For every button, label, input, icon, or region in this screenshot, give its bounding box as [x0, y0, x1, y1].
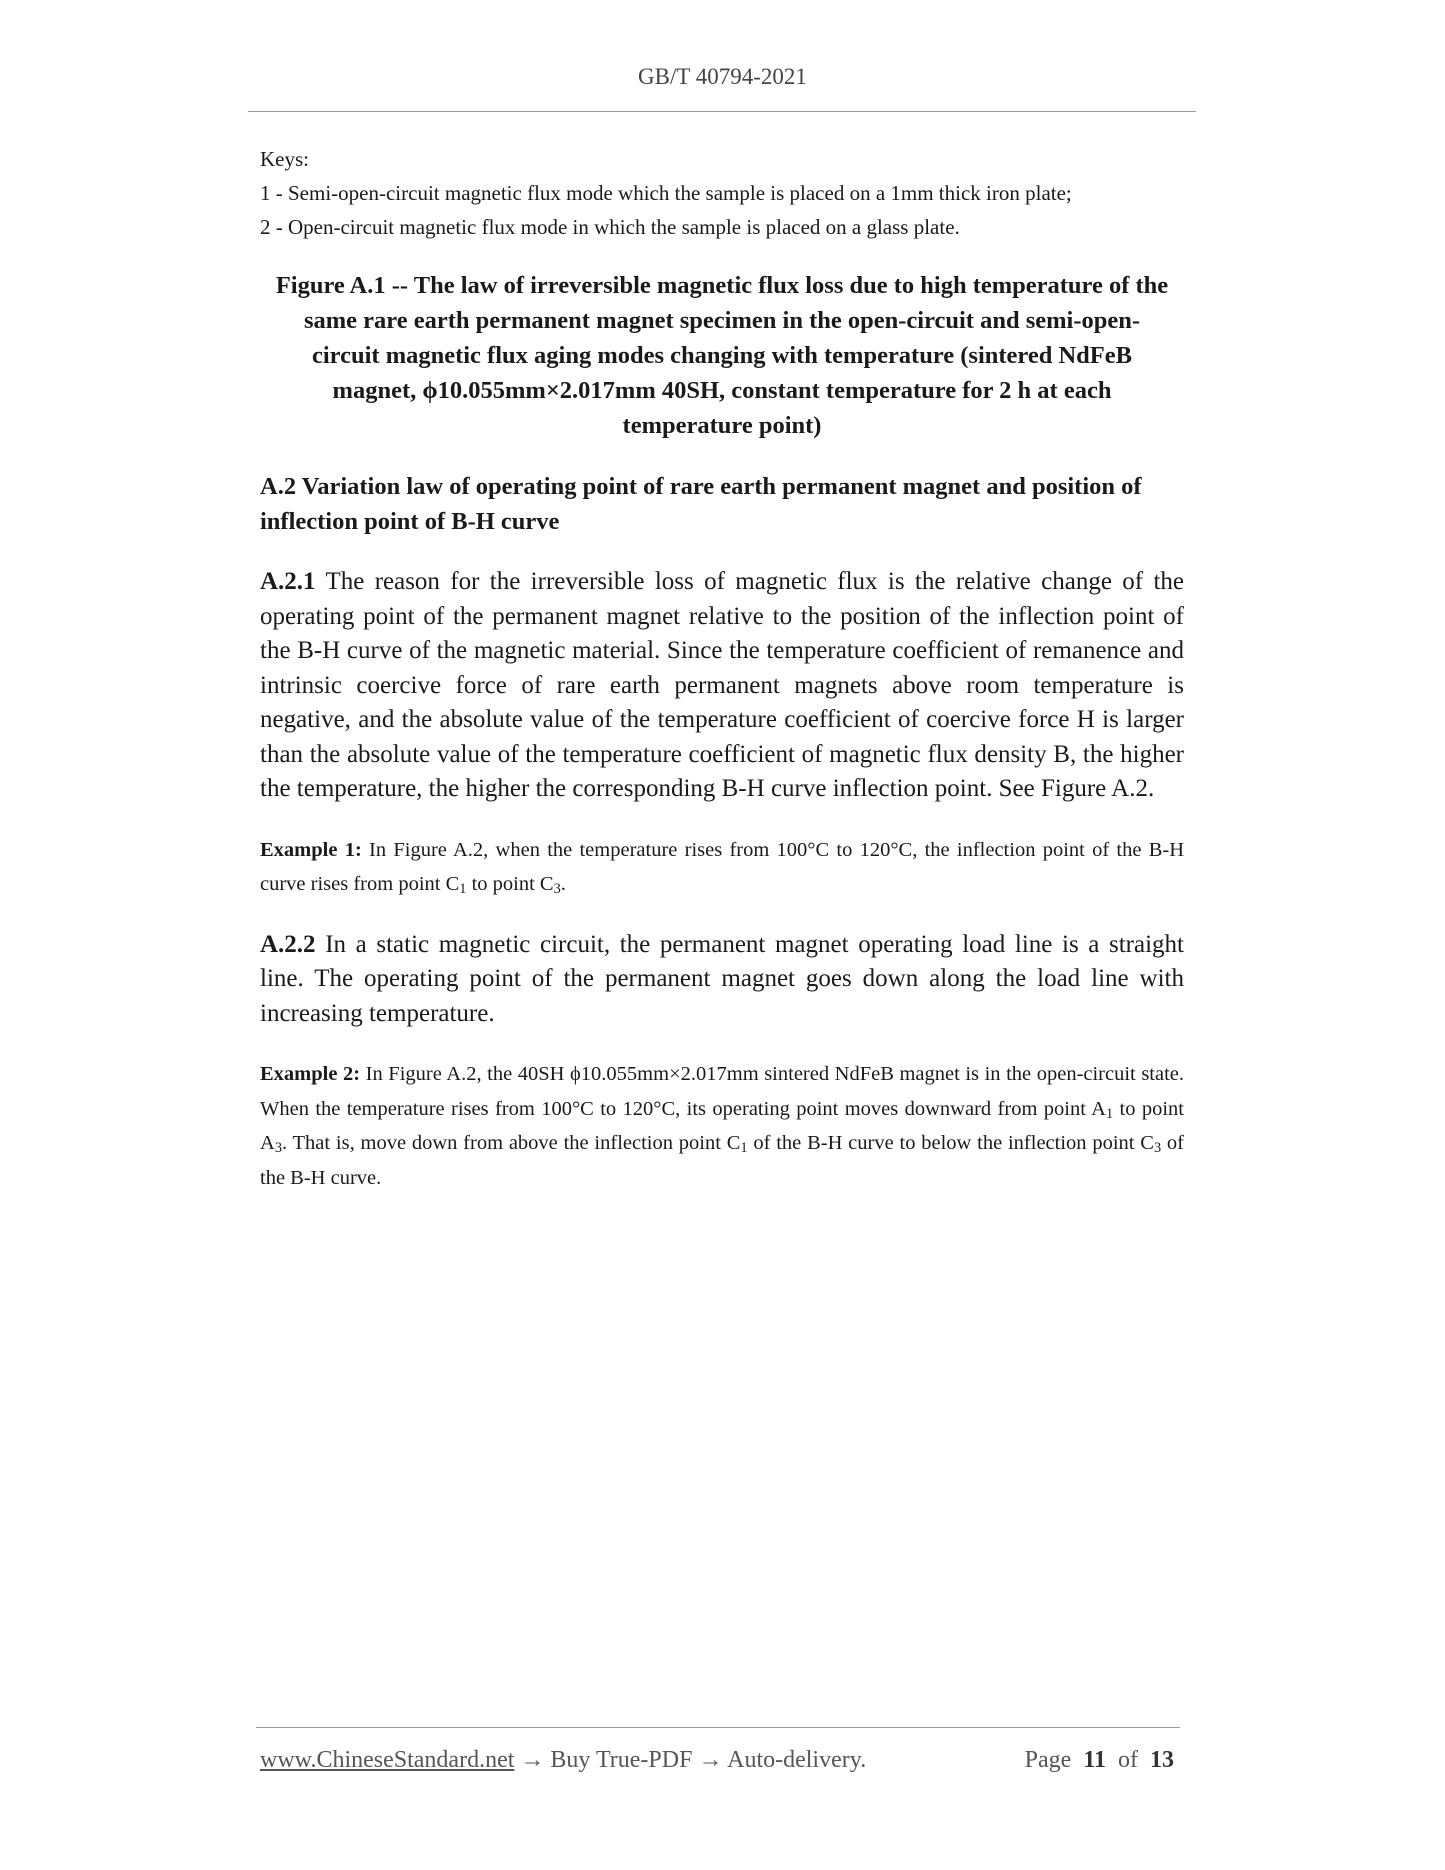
footer-divider	[256, 1727, 1180, 1728]
subscript: 3	[1153, 1140, 1162, 1156]
section-a2-heading: A.2 Variation law of operating point of rare earth permanent magnet and position of inflection point of B-H curve	[260, 473, 1142, 535]
subscript: 1	[740, 1140, 748, 1156]
clause-a21-number: A.2.1	[260, 568, 316, 595]
page-label: Page	[1024, 1747, 1072, 1773]
chinesestandard-link[interactable]: www.ChineseStandard.net	[260, 1747, 515, 1773]
subscript: 3	[553, 881, 561, 897]
page-content	[260, 142, 1184, 1195]
example-1-text: .	[560, 873, 566, 895]
subscript: 3	[274, 1140, 282, 1156]
page-number	[1025, 1747, 1174, 1774]
clause-a22	[260, 928, 1184, 1032]
clause-a21-text: The reason for the irreversible loss of magnetic flux is the relative change of the operating point of the permanent magnet relative to the position of the inflection point of the B-H curve of the magnetic material. Since the temperature coefficient of remanence and intrinsic coercive force of rare earth permanent magnets above room temperature is negative, and the absolute value of the temperature coefficient of coercive force H is larger than the absolute value of the temperature coefficient of magnetic flux density B, the higher the temperature, the higher the corresponding B-H curve inflection point. See Figure A.2.	[260, 568, 1184, 802]
page-total: 13	[1150, 1747, 1174, 1773]
page-of: of	[1118, 1747, 1138, 1773]
footer-promo-text: → Buy True-PDF → Auto-delivery.	[514, 1747, 867, 1773]
key-item-2: 2 - Open-circuit magnetic flux mode in which the sample is placed on a glass plate.	[260, 215, 960, 239]
clause-a22-number: A.2.2	[260, 930, 316, 958]
example-1-text: to point C	[466, 873, 554, 895]
key-item-1: 1 - Semi-open-circuit magnetic flux mode which the sample is placed on a 1mm thick iron plate;	[260, 181, 1072, 205]
figure-keys	[260, 142, 1184, 244]
example-1	[260, 833, 1184, 902]
example-2-text: . That is, move down from above the inflection point C	[281, 1132, 741, 1154]
example-2-label: Example 2:	[260, 1063, 361, 1085]
header-divider	[248, 111, 1196, 112]
example-2-text: of the B-H curve to below the inflection point C	[747, 1132, 1154, 1154]
subscript: 1	[459, 881, 467, 897]
page-footer	[260, 1747, 1174, 1774]
figure-a1-caption: Figure A.1 -- The law of irreversible magnetic flux loss due to high temperature of the same rare earth permanent magnet specimen in the open-circuit and semi-open-circuit magnetic flux aging modes changing with temperature (sintered NdFeB magnet, ϕ10.055mm×2.017mm 40SH, constant temperature for 2 h at each temperature point)	[275, 272, 1169, 439]
subscript: 1	[1105, 1105, 1114, 1122]
example-2-text: of the B-H curve.	[260, 1132, 1184, 1189]
document-id-header: GB/T 40794-2021	[638, 64, 807, 89]
example-1-text: In Figure A.2, when the temperature rises from 100°C to 120°C, the inflection point of the B-H curve rises from point C	[260, 838, 1185, 895]
clause-a21	[260, 565, 1184, 807]
keys-title: Keys:	[260, 147, 309, 171]
footer-promo	[260, 1747, 866, 1774]
example-2-text: to point A	[260, 1097, 1185, 1154]
example-2	[260, 1057, 1184, 1195]
example-1-label: Example 1:	[260, 838, 362, 861]
clause-a22-text: In a static magnetic circuit, the permanent magnet operating load line is a straight line. The operating point of the permanent magnet goes down along the load line with increasing temperature.	[260, 930, 1184, 1027]
example-2-text: In Figure A.2, the 40SH ϕ10.055mm×2.017mm sintered NdFeB magnet is in the open-circuit state. When the temperature rises from 100°C to 120°C, its operating point moves downward from point A	[260, 1063, 1185, 1120]
page-current: 11	[1083, 1747, 1106, 1773]
